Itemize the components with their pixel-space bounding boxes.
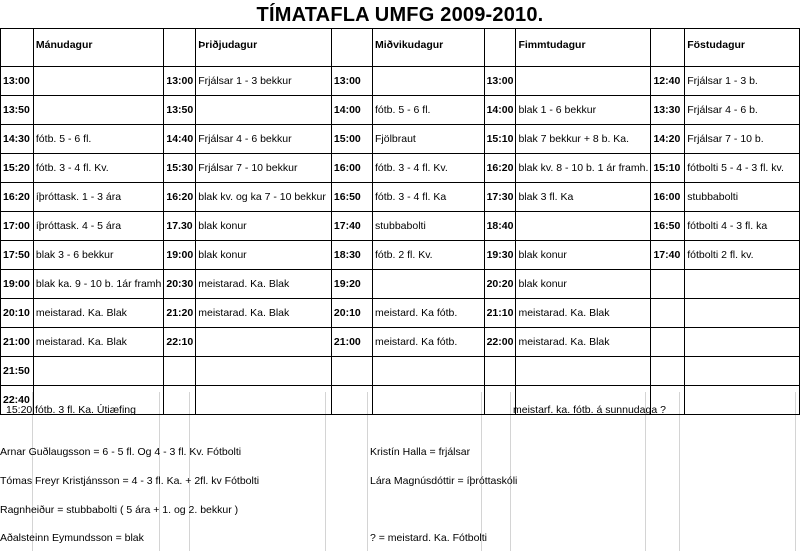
time-cell: 13:00 (331, 67, 372, 96)
activity-cell (196, 96, 332, 125)
activity-cell: Frjálsar 7 - 10 bekkur (196, 154, 332, 183)
time-cell (164, 357, 196, 386)
sunday-note: meistarf. ka. fótb. á sunnudaga ? (513, 404, 666, 416)
activity-cell: meistard. Ka fótb. (373, 299, 485, 328)
coach-note: Ragnheiður = stubbabolti ( 5 ára + 1. og 2. bekkur ) (0, 504, 239, 516)
activity-cell: meistarad. Ka. Blak (33, 299, 163, 328)
time-cell: 16:50 (651, 212, 685, 241)
coach-note: Tómas Freyr Kristjánsson = 4 - 3 fl. Ka. + 2fl. kv Fótbolti (0, 475, 260, 487)
schedule-row (1, 270, 800, 299)
activity-cell (685, 299, 800, 328)
time-cell: 14:00 (331, 96, 372, 125)
activity-cell: blak konur (516, 270, 651, 299)
activity-cell: Frjálsar 4 - 6 bekkur (196, 125, 332, 154)
activity-cell: fótbolti 2 fl. kv. (685, 241, 800, 270)
schedule-row (1, 67, 800, 96)
time-cell: 15:10 (484, 125, 516, 154)
time-cell: 17:50 (1, 241, 34, 270)
time-cell: 14:20 (651, 125, 685, 154)
time-cell (331, 386, 372, 415)
activity-cell (33, 357, 163, 386)
time-cell: 13:30 (651, 96, 685, 125)
activity-cell: meistarad. Ka. Blak (516, 328, 651, 357)
time-cell: 20:30 (164, 270, 196, 299)
schedule-row (1, 154, 800, 183)
time-cell: 21:00 (1, 328, 34, 357)
time-cell: 13:50 (164, 96, 196, 125)
activity-cell (516, 357, 651, 386)
activity-cell: Frjálsar 1 - 3 b. (685, 67, 800, 96)
day-header-monday: Mánudagur (33, 29, 163, 67)
activity-cell: blak 3 - 6 bekkur (33, 241, 163, 270)
time-cell (651, 270, 685, 299)
extra-session-time: 15:20 (6, 404, 33, 416)
time-cell: 14:00 (484, 96, 516, 125)
time-cell: 21:00 (331, 328, 372, 357)
activity-cell: fótb. 3 - 4 fl. Ka (373, 183, 485, 212)
activity-cell: fótbolti 5 - 4 - 3 fl. kv. (685, 154, 800, 183)
activity-cell (196, 328, 332, 357)
time-cell: 16:00 (651, 183, 685, 212)
activity-cell (685, 270, 800, 299)
schedule-row (1, 212, 800, 241)
time-cell: 13:00 (1, 67, 34, 96)
time-cell: 19:30 (484, 241, 516, 270)
time-cell: 19:00 (1, 270, 34, 299)
activity-cell: íþróttask. 1 - 3 ára (33, 183, 163, 212)
activity-cell: blak konur (196, 241, 332, 270)
time-cell: 21:10 (484, 299, 516, 328)
time-cell: 20:10 (1, 299, 34, 328)
time-cell: 14:30 (1, 125, 34, 154)
day-header-row (1, 29, 800, 67)
time-cell: 17.30 (164, 212, 196, 241)
day-header-thursday: Fimmtudagur (516, 29, 651, 67)
time-cell: 13:00 (484, 67, 516, 96)
time-cell: 17:00 (1, 212, 34, 241)
activity-cell (373, 357, 485, 386)
activity-cell (373, 270, 485, 299)
activity-cell (685, 357, 800, 386)
schedule-row (1, 299, 800, 328)
time-cell (331, 357, 372, 386)
schedule-table (0, 28, 800, 415)
time-cell: 20:10 (331, 299, 372, 328)
coach-note: Lára Magnúsdóttir = íþróttaskóli (370, 475, 518, 487)
activity-cell: meistarad. Ka. Blak (516, 299, 651, 328)
activity-cell (33, 67, 163, 96)
coach-note: ? = meistard. Ka. Fótbolti (370, 532, 488, 544)
activity-cell: fótb. 3 - 4 fl. Kv. (33, 154, 163, 183)
activity-cell: meistarad. Ka. Blak (196, 270, 332, 299)
time-cell: 14:40 (164, 125, 196, 154)
page-title: TÍMATAFLA UMFG 2009-2010. (256, 4, 544, 26)
time-cell: 15:10 (651, 154, 685, 183)
time-cell (651, 299, 685, 328)
coach-note: Kristín Halla = frjálsar (370, 446, 471, 458)
coach-note: Aðalsteinn Eymundsson = blak (0, 532, 144, 544)
activity-cell (196, 386, 332, 415)
activity-cell (685, 386, 800, 415)
activity-cell: blak 1 - 6 bekkur (516, 96, 651, 125)
schedule-row (1, 96, 800, 125)
activity-cell: fótb. 5 - 6 fl. (33, 125, 163, 154)
activity-cell (33, 96, 163, 125)
activity-cell (196, 357, 332, 386)
time-cell: 19:20 (331, 270, 372, 299)
time-cell: 22:40 (1, 386, 34, 415)
time-cell: 13:00 (164, 67, 196, 96)
activity-cell: fótb. 3 - 4 fl. Kv. (373, 154, 485, 183)
time-cell: 16:50 (331, 183, 372, 212)
coach-note: Arnar Guðlaugsson = 6 - 5 fl. Og 4 - 3 fl. Kv. Fótbolti (0, 446, 242, 458)
activity-cell: stubbabolti (373, 212, 485, 241)
time-cell: 21:20 (164, 299, 196, 328)
time-cell: 18:40 (484, 212, 516, 241)
time-cell: 16:00 (331, 154, 372, 183)
activity-cell: meistard. Ka fótb. (373, 328, 485, 357)
activity-cell: Fjölbraut (373, 125, 485, 154)
activity-cell: fótb. 5 - 6 fl. (373, 96, 485, 125)
schedule-row (1, 241, 800, 270)
day-header-wednesday: Miðvikudagur (373, 29, 485, 67)
activity-cell (516, 212, 651, 241)
time-cell: 17:40 (651, 241, 685, 270)
activity-cell (685, 328, 800, 357)
time-cell: 16:20 (164, 183, 196, 212)
time-cell: 12:40 (651, 67, 685, 96)
activity-cell: blak konur (196, 212, 332, 241)
time-cell (484, 386, 516, 415)
extra-session-activity: fótb. 3 fl. Ka. Útiæfing (35, 404, 136, 416)
time-cell: 17:40 (331, 212, 372, 241)
time-cell: 15:00 (331, 125, 372, 154)
schedule-row (1, 125, 800, 154)
activity-cell: stubbabolti (685, 183, 800, 212)
schedule-row (1, 183, 800, 212)
activity-cell: blak 3 fl. Ka (516, 183, 651, 212)
time-cell: 15:20 (1, 154, 34, 183)
time-cell (651, 328, 685, 357)
activity-cell (373, 67, 485, 96)
activity-cell (516, 67, 651, 96)
activity-cell: fótb. 2 fl. Kv. (373, 241, 485, 270)
activity-cell: blak 7 bekkur + 8 b. Ka. (516, 125, 651, 154)
activity-cell: meistarad. Ka. Blak (33, 328, 163, 357)
time-cell: 22:00 (484, 328, 516, 357)
time-cell: 22:10 (164, 328, 196, 357)
time-cell (164, 386, 196, 415)
activity-cell: meistarad. Ka. Blak (196, 299, 332, 328)
time-cell: 16:20 (484, 154, 516, 183)
activity-cell (373, 386, 485, 415)
activity-cell: blak kv. og ka 7 - 10 bekkur (196, 183, 332, 212)
time-cell: 20:20 (484, 270, 516, 299)
time-cell: 21:50 (1, 357, 34, 386)
activity-cell: blak ka. 9 - 10 b. 1ár framh (33, 270, 163, 299)
activity-cell: blak kv. 8 - 10 b. 1 ár framh. (516, 154, 651, 183)
time-cell: 19:00 (164, 241, 196, 270)
day-header-friday: Föstudagur (685, 29, 800, 67)
activity-cell: fótbolti 4 - 3 fl. ka (685, 212, 800, 241)
activity-cell: Frjálsar 1 - 3 bekkur (196, 67, 332, 96)
activity-cell: blak konur (516, 241, 651, 270)
time-cell: 18:30 (331, 241, 372, 270)
time-cell: 13:50 (1, 96, 34, 125)
schedule-row (1, 328, 800, 357)
time-cell (651, 357, 685, 386)
schedule-row (1, 357, 800, 386)
activity-cell: Frjálsar 4 - 6 b. (685, 96, 800, 125)
time-cell: 15:30 (164, 154, 196, 183)
activity-cell: Frjálsar 7 - 10 b. (685, 125, 800, 154)
time-cell (484, 357, 516, 386)
activity-cell: íþróttask. 4 - 5 ára (33, 212, 163, 241)
day-header-tuesday: Þriðjudagur (196, 29, 332, 67)
time-cell: 16:20 (1, 183, 34, 212)
time-cell: 17:30 (484, 183, 516, 212)
